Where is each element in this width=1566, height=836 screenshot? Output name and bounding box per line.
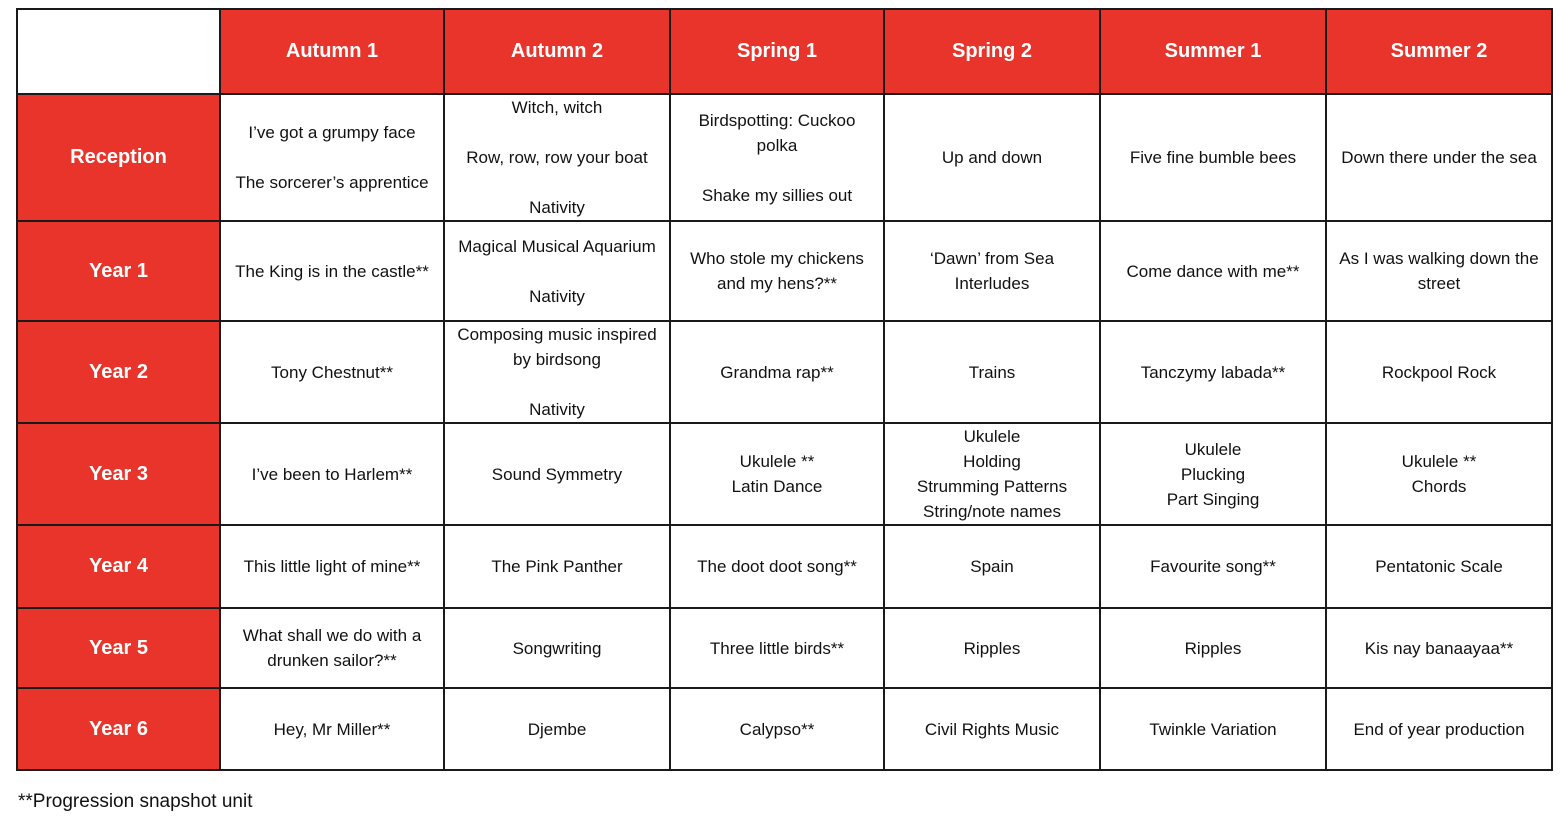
table-cell: Kis nay banaayaa** (1326, 608, 1552, 688)
table-row (17, 321, 1552, 423)
table-cell: Ukulele ** Latin Dance (670, 423, 884, 525)
table-cell: Civil Rights Music (884, 688, 1100, 770)
table-cell: Spain (884, 525, 1100, 608)
row-header: Year 2 (17, 321, 220, 423)
column-header: Spring 1 (670, 9, 884, 94)
column-header: Autumn 1 (220, 9, 444, 94)
table-cell: ‘Dawn’ from Sea Interludes (884, 221, 1100, 321)
table-cell: I’ve got a grumpy face The sorcerer’s apprentice (220, 94, 444, 221)
table-cell: As I was walking down the street (1326, 221, 1552, 321)
table-row (17, 221, 1552, 321)
table-cell: Tony Chestnut** (220, 321, 444, 423)
header-row (17, 9, 1552, 94)
row-header: Year 4 (17, 525, 220, 608)
table-cell: Composing music inspired by birdsong Nativity (444, 321, 670, 423)
table-cell: Sound Symmetry (444, 423, 670, 525)
table-cell: Rockpool Rock (1326, 321, 1552, 423)
row-header: Year 6 (17, 688, 220, 770)
table-cell: Down there under the sea (1326, 94, 1552, 221)
table-cell: Ripples (884, 608, 1100, 688)
table-cell: Trains (884, 321, 1100, 423)
table-cell: Pentatonic Scale (1326, 525, 1552, 608)
table-cell: End of year production (1326, 688, 1552, 770)
row-header: Year 5 (17, 608, 220, 688)
table-cell: Songwriting (444, 608, 670, 688)
table-cell: Come dance with me** (1100, 221, 1326, 321)
table-cell: Ripples (1100, 608, 1326, 688)
table-row (17, 525, 1552, 608)
table-cell: The King is in the castle** (220, 221, 444, 321)
row-header: Year 1 (17, 221, 220, 321)
table-row (17, 608, 1552, 688)
table-cell: Five fine bumble bees (1100, 94, 1326, 221)
music-curriculum-table (16, 8, 1553, 771)
table-cell: Ukulele ** Chords (1326, 423, 1552, 525)
table-cell: This little light of mine** (220, 525, 444, 608)
table-cell: The doot doot song** (670, 525, 884, 608)
table-cell: Who stole my chickens and my hens?** (670, 221, 884, 321)
table-cell: Ukulele Holding Strumming Patterns String/note names (884, 423, 1100, 525)
table-cell: Up and down (884, 94, 1100, 221)
table-row (17, 423, 1552, 525)
column-header: Spring 2 (884, 9, 1100, 94)
table-cell: Favourite song** (1100, 525, 1326, 608)
table-cell: What shall we do with a drunken sailor?** (220, 608, 444, 688)
row-header: Reception (17, 94, 220, 221)
table-cell: Ukulele Plucking Part Singing (1100, 423, 1326, 525)
table-row (17, 688, 1552, 770)
column-header: Summer 2 (1326, 9, 1552, 94)
table-cell: Hey, Mr Miller** (220, 688, 444, 770)
table-cell: Calypso** (670, 688, 884, 770)
table-cell: The Pink Panther (444, 525, 670, 608)
table-row (17, 94, 1552, 221)
row-header: Year 3 (17, 423, 220, 525)
table-cell: Grandma rap** (670, 321, 884, 423)
table-cell: Magical Musical Aquarium Nativity (444, 221, 670, 321)
corner-cell (17, 9, 220, 94)
footnote: **Progression snapshot unit (18, 791, 253, 812)
table-cell: Witch, witch Row, row, row your boat Nativity (444, 94, 670, 221)
column-header: Summer 1 (1100, 9, 1326, 94)
table-cell: I’ve been to Harlem** (220, 423, 444, 525)
table-cell: Birdspotting: Cuckoo polka Shake my sillies out (670, 94, 884, 221)
table-cell: Tanczymy labada** (1100, 321, 1326, 423)
table-cell: Djembe (444, 688, 670, 770)
table-cell: Three little birds** (670, 608, 884, 688)
column-header: Autumn 2 (444, 9, 670, 94)
table-cell: Twinkle Variation (1100, 688, 1326, 770)
